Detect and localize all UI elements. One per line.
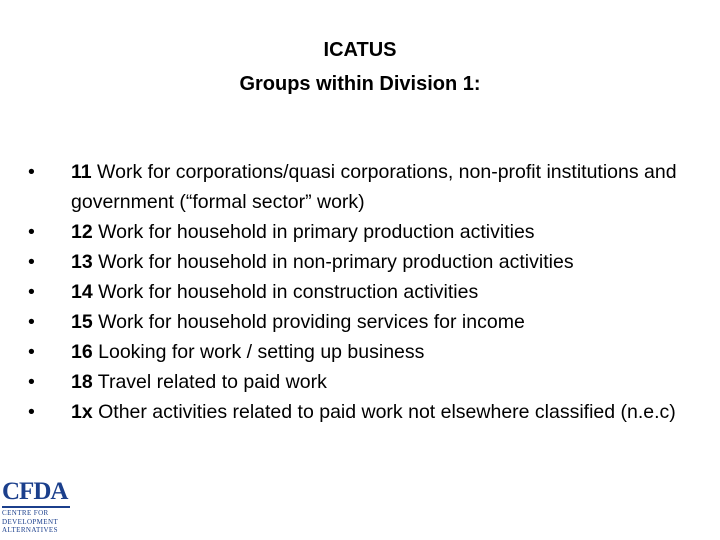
bullet-icon: • bbox=[28, 341, 35, 363]
bullet-icon: • bbox=[28, 371, 35, 393]
group-code: 18 bbox=[71, 371, 93, 393]
bullet-icon: • bbox=[28, 221, 35, 243]
group-code: 1x bbox=[71, 401, 93, 423]
logo-abbreviation: CFDA bbox=[2, 478, 68, 505]
bullet-icon: • bbox=[28, 401, 35, 423]
logo-divider bbox=[2, 506, 70, 508]
list-item bbox=[28, 367, 708, 397]
group-code: 14 bbox=[71, 281, 93, 303]
logo-line: DEVELOPMENT bbox=[2, 517, 59, 526]
group-code: 12 bbox=[71, 221, 93, 243]
list-item bbox=[28, 157, 708, 217]
group-description: Work for household in construction activities bbox=[98, 281, 479, 303]
group-description: Work for household in primary production activities bbox=[98, 221, 535, 243]
list-item bbox=[28, 277, 708, 307]
list-item bbox=[28, 217, 708, 247]
group-description: Work for household in non-primary production activities bbox=[98, 251, 574, 273]
bullet-icon: • bbox=[28, 251, 35, 273]
bullet-icon: • bbox=[28, 311, 35, 333]
group-code: 15 bbox=[71, 311, 93, 333]
cfda-logo bbox=[2, 480, 72, 538]
group-description: Work for household providing services for income bbox=[98, 311, 525, 333]
logo-line: CENTRE FOR bbox=[2, 509, 49, 517]
logo-line: ALTERNATIVES bbox=[2, 526, 58, 534]
slide-title: ICATUS bbox=[323, 39, 397, 61]
group-code: 11 bbox=[71, 161, 92, 183]
slide-title-block bbox=[0, 33, 720, 101]
group-description: Work for corporations/quasi corporations, non-profit institutions and government (“formal sector” work) bbox=[71, 161, 677, 213]
group-code: 16 bbox=[71, 341, 93, 363]
group-description: Looking for work / setting up business bbox=[98, 341, 425, 363]
group-description: Other activities related to paid work not elsewhere classified (n.e.c) bbox=[98, 401, 676, 423]
list-item bbox=[28, 247, 708, 277]
bullet-icon: • bbox=[28, 161, 35, 183]
group-code: 13 bbox=[71, 251, 93, 273]
list-item bbox=[28, 337, 708, 367]
slide-subtitle: Groups within Division 1: bbox=[239, 73, 481, 95]
logo-full-name bbox=[2, 509, 72, 535]
list-item bbox=[28, 397, 708, 427]
bullet-icon: • bbox=[28, 281, 35, 303]
division-group-list bbox=[28, 157, 708, 427]
group-description: Travel related to paid work bbox=[97, 371, 327, 393]
list-item bbox=[28, 307, 708, 337]
